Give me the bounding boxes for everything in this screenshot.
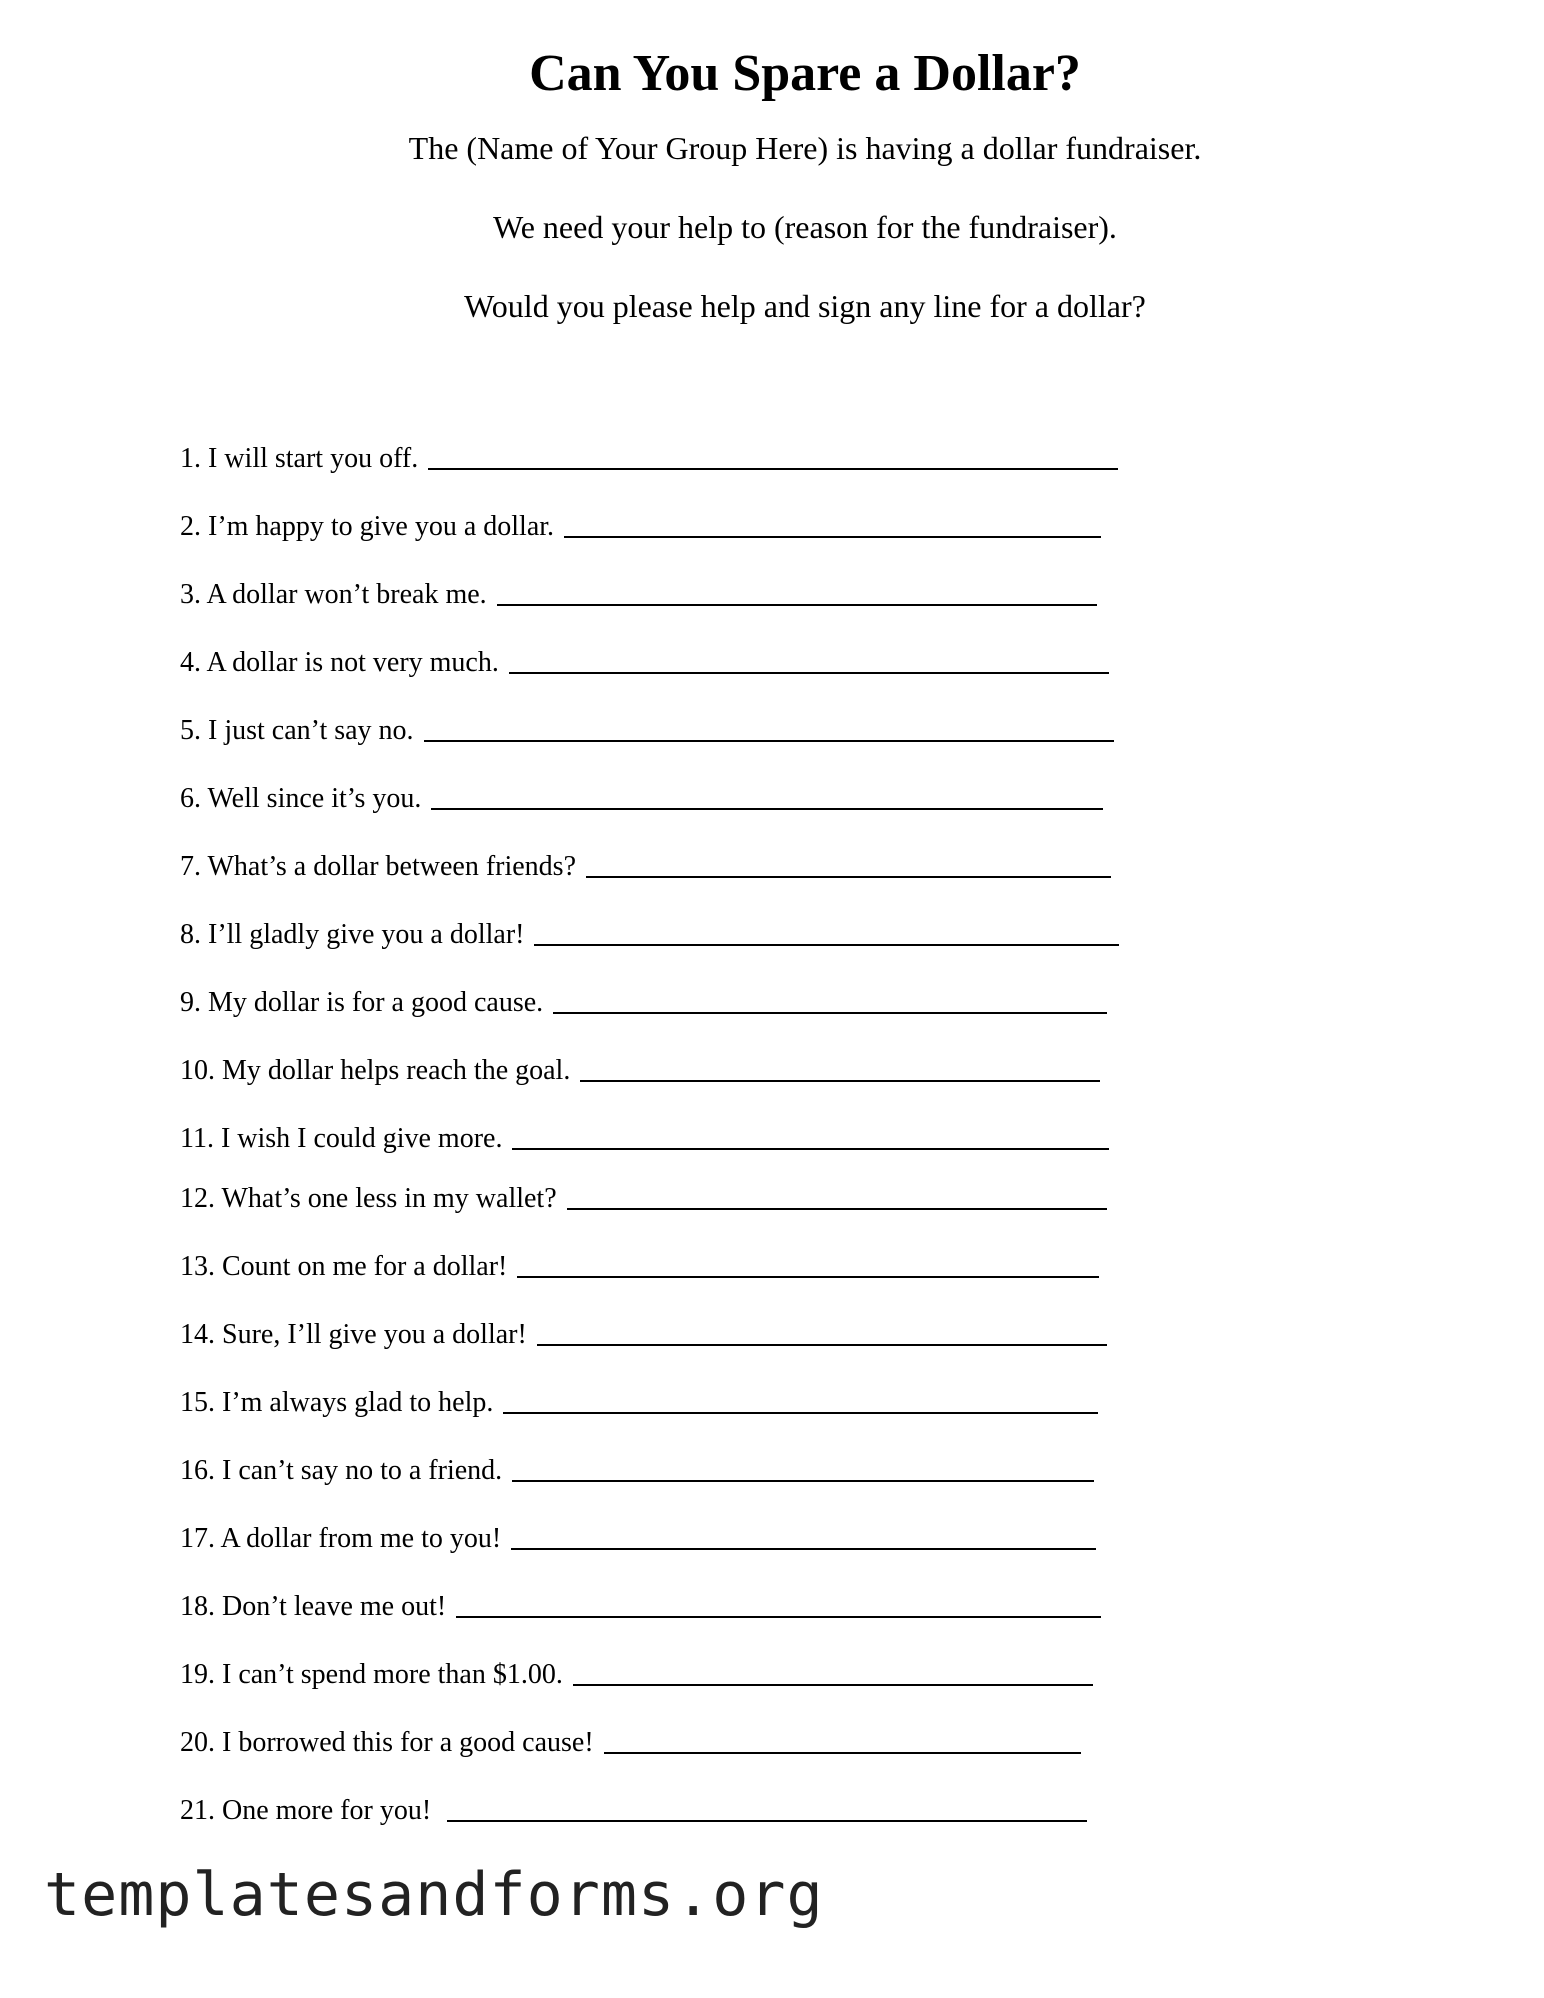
signature-line[interactable] <box>509 646 1109 674</box>
signature-line[interactable] <box>456 1590 1101 1618</box>
signature-line[interactable] <box>447 1794 1087 1822</box>
signature-row <box>180 1760 1180 1828</box>
signature-line[interactable] <box>553 986 1107 1014</box>
signature-row <box>180 1156 1180 1216</box>
signature-line[interactable] <box>573 1658 1093 1686</box>
signature-row-label: 21. One more for you! <box>180 1795 432 1826</box>
signature-row <box>180 816 1180 884</box>
signature-line[interactable] <box>431 782 1103 810</box>
signature-row-label: 12. What’s one less in my wallet? <box>180 1183 557 1214</box>
signature-row-label: 1. I will start you off. <box>180 443 419 474</box>
signature-line[interactable] <box>517 1250 1099 1278</box>
signature-row-label: 9. My dollar is for a good cause. <box>180 987 544 1018</box>
signature-row <box>180 748 1180 816</box>
signature-row <box>180 884 1180 952</box>
signature-line[interactable] <box>512 1122 1109 1150</box>
signature-line[interactable] <box>512 1454 1094 1482</box>
signature-row <box>180 1352 1180 1420</box>
signature-line[interactable] <box>497 578 1097 606</box>
signature-row-label: 3. A dollar won’t break me. <box>180 579 487 610</box>
signature-row-label: 15. I’m always glad to help. <box>180 1387 494 1418</box>
signature-row-label: 10. My dollar helps reach the goal. <box>180 1055 571 1086</box>
signature-row <box>180 612 1180 680</box>
signature-row-label: 8. I’ll gladly give you a dollar! <box>180 919 525 950</box>
watermark: templatesandforms.org <box>44 1860 824 1930</box>
signature-line[interactable] <box>424 714 1114 742</box>
signature-line[interactable] <box>537 1318 1107 1346</box>
signature-row-label: 14. Sure, I’ll give you a dollar! <box>180 1319 527 1350</box>
signature-row-label: 17. A dollar from me to you! <box>180 1523 502 1554</box>
signature-row-label: 18. Don’t leave me out! <box>180 1591 447 1622</box>
signature-list <box>180 408 1180 1828</box>
signature-row <box>180 544 1180 612</box>
signature-row-label: 6. Well since it’s you. <box>180 783 422 814</box>
signature-row <box>180 1284 1180 1352</box>
signature-line[interactable] <box>511 1522 1096 1550</box>
signature-line[interactable] <box>503 1386 1098 1414</box>
signature-row-label: 16. I can’t say no to a friend. <box>180 1455 503 1486</box>
signature-line[interactable] <box>580 1054 1100 1082</box>
signature-row <box>180 1020 1180 1088</box>
signature-row-label: 4. A dollar is not very much. <box>180 647 499 678</box>
signature-row <box>180 952 1180 1020</box>
intro-request-line: Would you please help and sign any line for a dollar? <box>464 288 1146 324</box>
signature-row-label: 19. I can’t spend more than $1.00. <box>180 1659 563 1690</box>
signature-row <box>180 1556 1180 1624</box>
signature-row-label: 20. I borrowed this for a good cause! <box>180 1727 594 1758</box>
signature-row <box>180 1420 1180 1488</box>
signature-line[interactable] <box>428 442 1118 470</box>
signature-row <box>180 1216 1180 1284</box>
signature-row <box>180 1088 1180 1156</box>
signature-row-label: 5. I just can’t say no. <box>180 715 414 746</box>
signature-row <box>180 1488 1180 1556</box>
signature-line[interactable] <box>604 1726 1081 1754</box>
signature-row-label: 13. Count on me for a dollar! <box>180 1251 508 1282</box>
page-title: Can You Spare a Dollar? <box>529 45 1081 102</box>
signature-row <box>180 476 1180 544</box>
signature-row-label: 7. What’s a dollar between friends? <box>180 851 577 882</box>
signature-line[interactable] <box>534 918 1119 946</box>
signature-line[interactable] <box>586 850 1111 878</box>
signature-row <box>180 408 1180 476</box>
intro-reason-line: We need your help to (reason for the fundraiser). <box>493 209 1117 245</box>
signature-line[interactable] <box>567 1182 1107 1210</box>
signature-line[interactable] <box>564 510 1101 538</box>
signature-row-label: 11. I wish I could give more. <box>180 1123 503 1154</box>
signature-row-label: 2. I’m happy to give you a dollar. <box>180 511 555 542</box>
signature-row <box>180 1624 1180 1692</box>
intro-group-line: The (Name of Your Group Here) is having a dollar fundraiser. <box>408 130 1202 166</box>
signature-row <box>180 1692 1180 1760</box>
signature-row <box>180 680 1180 748</box>
